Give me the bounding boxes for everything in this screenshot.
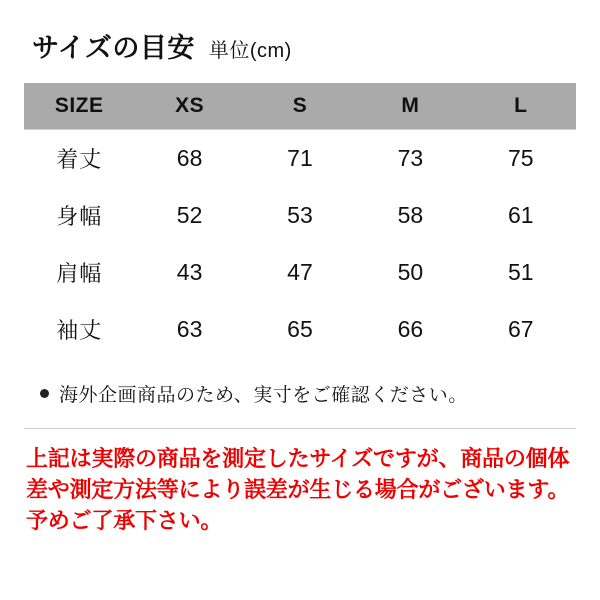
- size-table: [24, 83, 576, 358]
- cell-sodetake-l: 67: [507, 316, 534, 342]
- page-title-unit: 単位(cm): [208, 40, 292, 62]
- cell-kitake-s: 71: [245, 130, 355, 188]
- cell-katahaba-m: 50: [397, 259, 424, 285]
- size-table-head: [24, 83, 576, 130]
- cell-mihaba-l: 61: [507, 202, 534, 228]
- column-header-m: M: [401, 94, 420, 117]
- page-title-main: サイズの目安: [32, 33, 195, 63]
- cell-mihaba-m: 58: [397, 202, 424, 228]
- row-label-sodetake: 袖丈: [56, 318, 103, 343]
- table-row: [24, 187, 576, 244]
- table-row: [24, 244, 576, 301]
- row-label-mihaba: 身幅: [56, 204, 103, 229]
- column-header-s: S: [292, 94, 308, 117]
- cell-kitake-l: 75: [466, 130, 576, 188]
- page-title: [24, 26, 576, 65]
- table-row: [24, 301, 576, 358]
- cell-katahaba-s: 47: [287, 259, 313, 285]
- table-row: [24, 130, 576, 188]
- bullet-icon: [40, 389, 49, 398]
- cell-sodetake-m: 66: [397, 316, 424, 342]
- warning-text: 上記は実際の商品を測定したサイズですが、商品の個体差や測定方法等により誤差が生じる場合がございます。予めご了承下さい。: [26, 446, 570, 534]
- cell-kitake-xs: 68: [134, 130, 244, 188]
- size-table-body: [24, 130, 576, 359]
- cell-katahaba-l: 51: [507, 259, 534, 285]
- note-text: 海外企画商品のため、実寸をご確認ください。: [59, 384, 468, 406]
- cell-katahaba-xs: 43: [176, 259, 203, 285]
- column-header-xs: XS: [175, 94, 205, 117]
- column-header-size: SIZE: [54, 94, 104, 117]
- cell-sodetake-xs: 63: [176, 316, 203, 342]
- note-row: [24, 358, 576, 429]
- table-header-row: [24, 83, 576, 130]
- row-label-kitake: 着丈: [24, 130, 134, 188]
- column-header-l: L: [514, 94, 528, 117]
- cell-mihaba-s: 53: [287, 202, 313, 228]
- cell-sodetake-s: 65: [287, 316, 313, 342]
- row-label-katahaba: 肩幅: [56, 261, 103, 286]
- cell-kitake-m: 73: [355, 130, 465, 188]
- cell-mihaba-xs: 52: [176, 202, 203, 228]
